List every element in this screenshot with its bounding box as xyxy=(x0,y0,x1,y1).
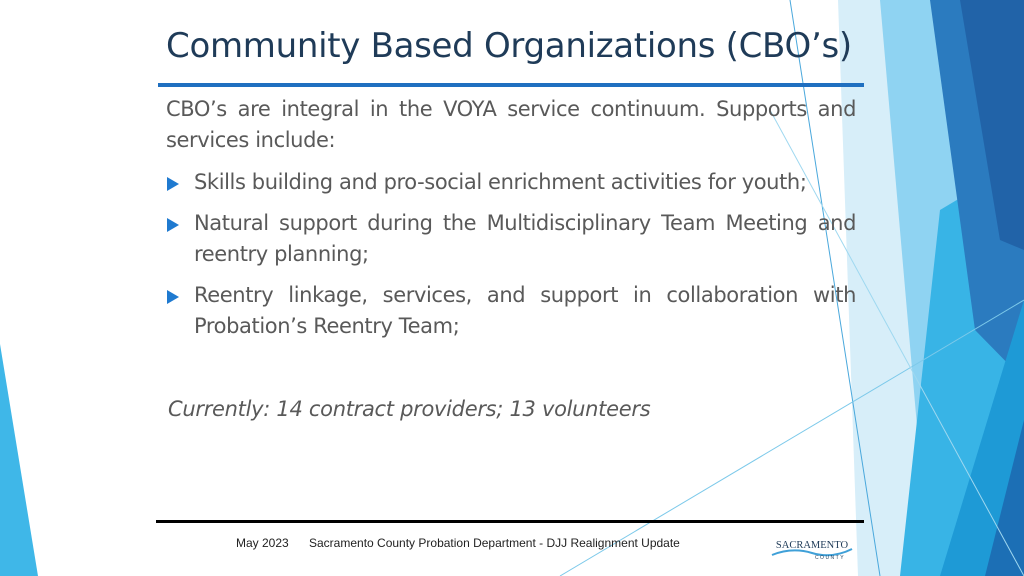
slide-title: Community Based Organizations (CBO’s) xyxy=(166,26,852,66)
logo-bottom-text: COUNTY xyxy=(814,555,846,560)
title-underline xyxy=(158,83,864,87)
bullet-list xyxy=(166,167,856,342)
triangle-bullet-icon xyxy=(167,177,179,191)
sacramento-county-logo xyxy=(770,536,854,560)
bullet-item xyxy=(166,208,856,270)
footer-department: Sacramento County Probation Department - DJJ Realignment Update xyxy=(309,536,680,550)
bullet-item xyxy=(166,280,856,342)
footer-date: May 2023 xyxy=(236,536,289,550)
bullet-item xyxy=(166,167,856,198)
bullet-text: Skills building and pro-social enrichment activities for youth; xyxy=(194,170,807,194)
triangle-bullet-icon xyxy=(167,290,179,304)
bullet-text: Natural support during the Multidisciplinary Team Meeting and reentry planning; xyxy=(194,211,856,266)
triangle-bullet-icon xyxy=(167,218,179,232)
left-edge-shape xyxy=(0,344,38,576)
intro-paragraph: CBO’s are integral in the VOYA service continuum. Supports and services include: xyxy=(166,97,856,152)
currently-note: Currently: 14 contract providers; 13 volunteers xyxy=(168,397,651,421)
content-body xyxy=(166,94,856,352)
logo-top-text: SACRAMENTO xyxy=(775,540,849,551)
bullet-text: Reentry linkage, services, and support in collaboration with Probation’s Reentry Team; xyxy=(194,283,856,338)
footer-divider xyxy=(156,520,864,523)
